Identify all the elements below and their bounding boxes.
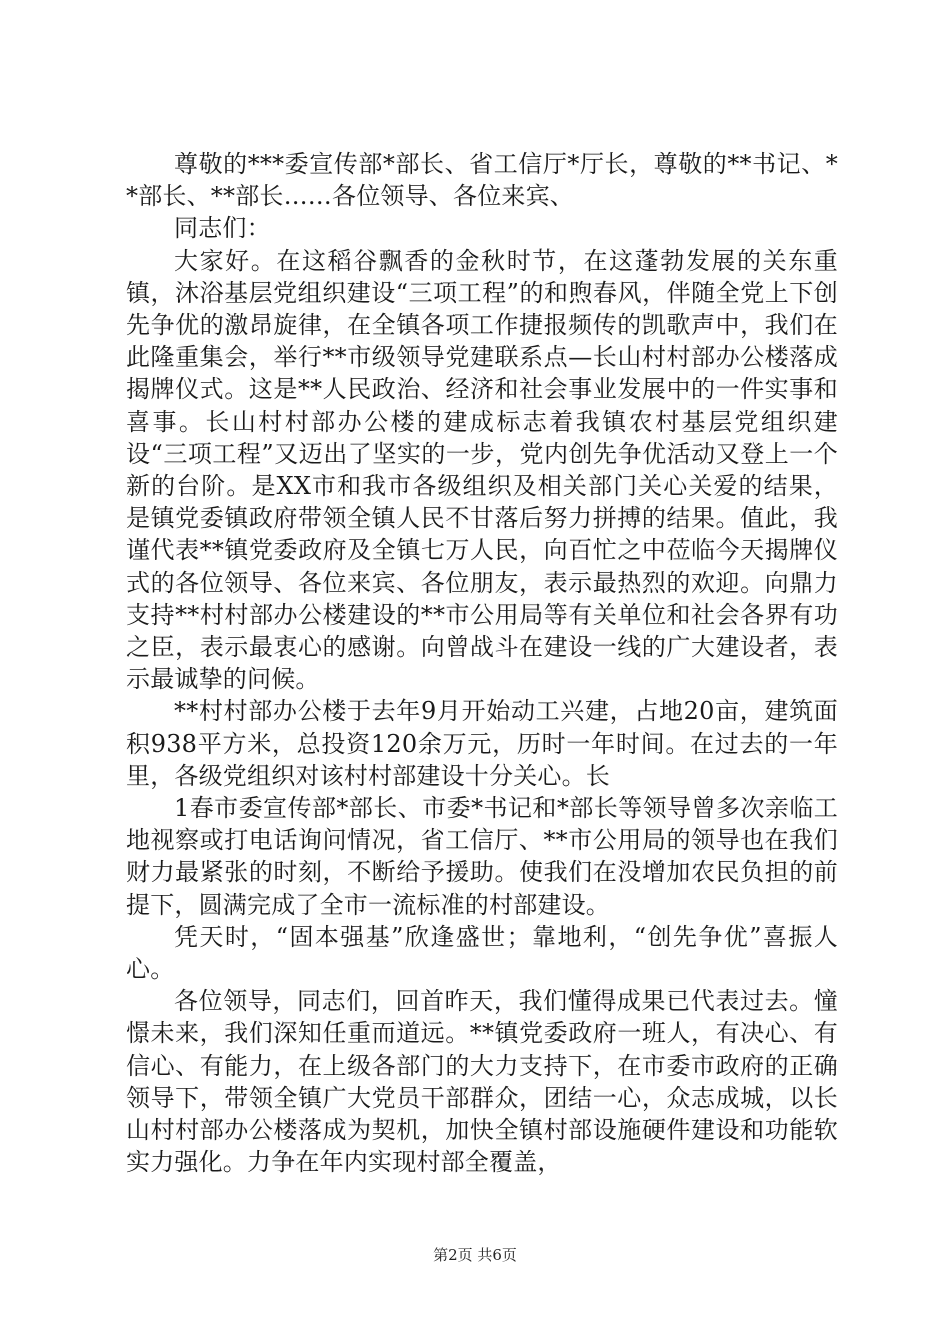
opening-paragraph: 大家好。在这稻谷飘香的金秋时节，在这蓬勃发展的关东重镇，沐浴基层党组织建设“三项工程”的和煦春风，伴随全党上下创先争优的激昂旋律，在全镇各项工作捷报频传的凯歌声中，我们在此隆重集会，举行**市级领导党建联系点—长山村村部办公楼落成揭牌仪式。这是**人民政治、经济和社会事业发展中的一件实事和喜事。长山村村部办公楼的建成标志着我镇农村基层党组织建设“三项工程”又迈出了坚实的一步，党内创先争优活动又登上一个新的台阶。是XX市和我市各级组织及相关部门关心关爱的结果，是镇党委镇政府带领全镇人民不甘落后努力拼搏的结果。值此，我谨代表**镇党委政府及全镇七万人民，向百忙之中莅临今天揭牌仪式的各位领导、各位来宾、各位朋友，表示最热烈的欢迎。向鼎力支持**村村部办公楼建设的**市公用局等有关单位和社会各界有功之臣，表示最衷心的感谢。向曾战斗在建设一线的广大建设者，表示最诚挚的问候。 [126,246,838,694]
salutation-paragraph: 尊敬的***委宣传部*部长、省工信厅*厅长，尊敬的**书记、**部长、**部长……各位领导、各位来宾、 [126,150,838,211]
page-number-footer: 第2页 共6页 [433,1246,517,1264]
document-body [126,148,838,1179]
outlook-paragraph: 各位领导，同志们，回首昨天，我们懂得成果已代表过去。憧憬未来，我们深知任重而道远。**镇党委政府一班人，有决心、有信心、有能力，在上级各部门的大力支持下，在市委市政府的正确领导下，带领全镇广大党员干部群众，团结一心，众志成城，以长山村村部办公楼落成为契机，加快全镇村部设施硬件建设和功能软实力强化。力争在年内实现村部全覆盖， [126,987,838,1177]
construction-paragraph: **村村部办公楼于去年9月开始动工兴建，占地20亩，建筑面积938平方米，总投资120余万元，历时一年时间。在过去的一年里，各级党组织对该村村部建设十分关心。长 [126,697,838,790]
couplet-paragraph: 凭天时，“固本强基”欣逢盛世；靠地利，“创先争优”喜振人心。 [126,922,838,984]
greeting-paragraph: 同志们： [174,214,271,243]
support-paragraph: 1春市委宣传部*部长、市委*书记和*部长等领导曾多次亲临工地视察或打电话询问情况，省工信厅、**市公用局的领导也在我们财力最紧张的时刻，不断给予援助。使我们在没增加农民负担的前提下，圆满完成了全市一流标准的村部建设。 [126,794,838,919]
